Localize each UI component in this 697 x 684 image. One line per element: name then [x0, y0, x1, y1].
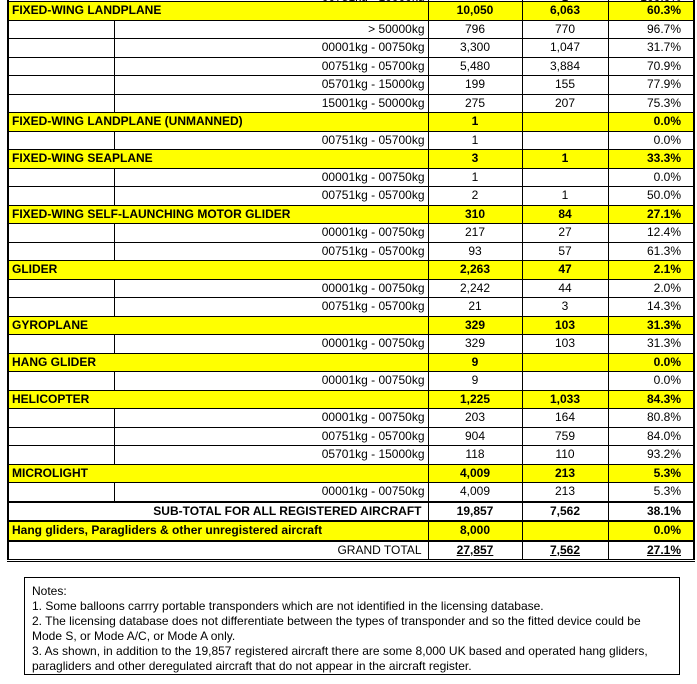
total-count-cell: 275 — [428, 94, 522, 113]
table-row — [8, 335, 694, 354]
category-label: HELICOPTER — [8, 390, 428, 409]
category-label: HANG GLIDER — [8, 353, 428, 372]
transponder-count-cell: 103 — [522, 335, 608, 354]
percentage-cell: 5.3% — [608, 464, 694, 483]
percentage-cell: 5.3% — [608, 483, 694, 502]
transponder-count-cell — [522, 521, 608, 541]
grand-total-label: GRAND TOTAL — [8, 541, 428, 561]
weight-class-label: 00001kg - 00750kg — [114, 335, 428, 354]
category-label: GLIDER — [8, 261, 428, 280]
transponder-count-cell: 1,033 — [522, 390, 608, 409]
category-label: FIXED-WING SELF-LAUNCHING MOTOR GLIDER — [8, 205, 428, 224]
transponder-count-cell: 164 — [522, 409, 608, 428]
indent-cell — [8, 57, 114, 76]
category-label: FIXED-WING LANDPLANE (UNMANNED) — [8, 113, 428, 132]
table-row — [8, 57, 694, 76]
total-count-cell: 199 — [428, 76, 522, 95]
weight-class-label: 00751kg - 05700kg — [114, 298, 428, 317]
percentage-cell: 2.0% — [608, 279, 694, 298]
note-line-1: 1. Some balloons carrry portable transponders which are not identified in the licensing database. — [32, 599, 544, 613]
category-label: MICROLIGHT — [8, 464, 428, 483]
category-group-row — [8, 261, 694, 280]
unregistered-row — [8, 521, 694, 541]
total-count-cell: 3 — [428, 150, 522, 169]
total-count-cell: 4,009 — [428, 483, 522, 502]
transponder-count-cell: 110 — [522, 446, 608, 465]
total-count-cell: 1 — [428, 113, 522, 132]
indent-cell — [8, 187, 114, 206]
total-count-cell: 329 — [428, 316, 522, 335]
table-row — [8, 409, 694, 428]
category-group-row — [8, 316, 694, 335]
transponder-count-cell: 770 — [522, 20, 608, 39]
weight-class-label: 00001kg - 00750kg — [114, 409, 428, 428]
table-row — [8, 131, 694, 150]
weight-class-label: 00001kg - 00750kg — [114, 483, 428, 502]
percentage-cell: 70.9% — [608, 57, 694, 76]
percentage-cell: 84.3% — [608, 390, 694, 409]
weight-class-label: 00001kg - 00750kg — [114, 168, 428, 187]
total-count-cell: 203 — [428, 409, 522, 428]
transponder-count-cell: 213 — [522, 483, 608, 502]
total-count-cell: 1 — [428, 131, 522, 150]
table-row — [8, 372, 694, 391]
total-count-cell: 8,000 — [428, 521, 522, 541]
transponder-count-cell: 6,063 — [522, 2, 608, 21]
transponder-count-cell: 103 — [522, 316, 608, 335]
total-count-cell: 21 — [428, 298, 522, 317]
grand-total-value: 7,562 — [549, 542, 581, 557]
table-row — [8, 427, 694, 446]
percentage-cell: 77.9% — [608, 76, 694, 95]
total-count-cell: 4,009 — [428, 464, 522, 483]
table-row — [8, 94, 694, 113]
percentage-cell: 61.3% — [608, 242, 694, 261]
weight-class-label: 00751kg - 05700kg — [114, 242, 428, 261]
percentage-cell — [608, 541, 694, 561]
table-row — [8, 483, 694, 502]
weight-class-label: 00751kg - 05700kg — [114, 187, 428, 206]
grand-total-value: 27.1% — [646, 542, 681, 557]
percentage-cell: 75.3% — [608, 94, 694, 113]
percentage-cell: 31.7% — [608, 39, 694, 58]
weight-class-label: > 50000kg — [114, 20, 428, 39]
category-group-row — [8, 113, 694, 132]
total-count-cell: 2 — [428, 187, 522, 206]
total-count-cell: 1 — [428, 168, 522, 187]
transponder-count-cell: 57 — [522, 242, 608, 261]
transponder-count-cell: 213 — [522, 464, 608, 483]
total-count-cell: 93 — [428, 242, 522, 261]
percentage-cell: 31.3% — [608, 316, 694, 335]
transponder-count-cell: 1,047 — [522, 39, 608, 58]
indent-cell — [8, 279, 114, 298]
weight-class-label: 15001kg - 50000kg — [114, 94, 428, 113]
transponder-count-cell — [522, 113, 608, 132]
transponder-count-cell: 3,884 — [522, 57, 608, 76]
transponder-count-cell: 207 — [522, 94, 608, 113]
total-count-cell: 2,263 — [428, 261, 522, 280]
percentage-cell: 93.2% — [608, 446, 694, 465]
percentage-cell: 12.4% — [608, 224, 694, 243]
indent-cell — [8, 76, 114, 95]
total-count-cell: 1,225 — [428, 390, 522, 409]
unregistered-label: Hang gliders, Paragliders & other unregistered aircraft — [8, 521, 428, 541]
note-line-3: 3. As shown, in addition to the 19,857 registered aircraft there are some 8,000 UK based and operated hang gliders, paragliders and other deregulated aircraft that do not appear in the aircraft register. — [32, 644, 648, 673]
transponder-count-cell: 3 — [522, 298, 608, 317]
percentage-cell: 84.0% — [608, 427, 694, 446]
weight-class-label: 00001kg - 00750kg — [114, 372, 428, 391]
percentage-cell: 0.0% — [608, 372, 694, 391]
transponder-count-cell: 1 — [522, 150, 608, 169]
category-label: FIXED-WING SEAPLANE — [8, 150, 428, 169]
transponder-count-cell — [522, 131, 608, 150]
category-group-row — [8, 2, 694, 21]
indent-cell — [8, 94, 114, 113]
weight-class-label: 00001kg - 00750kg — [114, 224, 428, 243]
indent-cell — [8, 427, 114, 446]
note-line-2: 2. The licensing database does not differentiate between the types of transponder and so the fitted device could be Mode S, or Mode A/C, or Mode A only. — [32, 614, 641, 643]
table-row — [8, 187, 694, 206]
percentage-cell: 0.0% — [608, 168, 694, 187]
aircraft-transponder-table — [7, 0, 695, 562]
total-count-cell: 310 — [428, 205, 522, 224]
indent-cell — [8, 131, 114, 150]
total-count-cell: 329 — [428, 335, 522, 354]
weight-class-label: 00751kg - 05700kg — [114, 57, 428, 76]
category-label: GYROPLANE — [8, 316, 428, 335]
percentage-cell: 38.1% — [608, 502, 694, 522]
total-count-cell: 3,300 — [428, 39, 522, 58]
percentage-cell: 60.3% — [608, 2, 694, 21]
table-row — [8, 242, 694, 261]
category-group-row — [8, 464, 694, 483]
total-count-cell: 19,857 — [428, 502, 522, 522]
indent-cell — [8, 39, 114, 58]
percentage-cell: 14.3% — [608, 298, 694, 317]
weight-class-label: 00751kg - 05700kg — [114, 131, 428, 150]
table-row — [8, 298, 694, 317]
table-row — [8, 20, 694, 39]
category-group-row — [8, 205, 694, 224]
total-count-cell: 5,480 — [428, 57, 522, 76]
percentage-cell: 0.0% — [608, 353, 694, 372]
indent-cell — [8, 335, 114, 354]
table-row — [8, 446, 694, 465]
transponder-count-cell: 27 — [522, 224, 608, 243]
transponder-count-cell: 44 — [522, 279, 608, 298]
table-row — [8, 39, 694, 58]
total-count-cell: 118 — [428, 446, 522, 465]
indent-cell — [8, 409, 114, 428]
percentage-cell: 0.0% — [608, 113, 694, 132]
weight-class-label: 05701kg - 15000kg — [114, 446, 428, 465]
table-row — [8, 76, 694, 95]
subtotal-label: SUB-TOTAL FOR ALL REGISTERED AIRCRAFT — [8, 502, 428, 522]
indent-cell — [8, 298, 114, 317]
percentage-cell: 33.3% — [608, 150, 694, 169]
notes-heading: Notes: — [32, 584, 67, 598]
transponder-count-cell: 47 — [522, 261, 608, 280]
indent-cell — [8, 20, 114, 39]
grand-total-row — [8, 541, 694, 561]
percentage-cell: 80.8% — [608, 409, 694, 428]
indent-cell — [8, 372, 114, 391]
table-row — [8, 224, 694, 243]
transponder-count-cell: 84 — [522, 205, 608, 224]
total-count-cell: 9 — [428, 372, 522, 391]
percentage-cell: 50.0% — [608, 187, 694, 206]
transponder-count-cell — [522, 168, 608, 187]
total-count-cell — [428, 541, 522, 561]
transponder-count-cell: 155 — [522, 76, 608, 95]
indent-cell — [8, 446, 114, 465]
indent-cell — [8, 224, 114, 243]
percentage-cell: 31.3% — [608, 335, 694, 354]
transponder-count-cell — [522, 353, 608, 372]
indent-cell — [8, 483, 114, 502]
category-group-row — [8, 150, 694, 169]
category-group-row — [8, 390, 694, 409]
indent-cell — [8, 242, 114, 261]
total-count-cell: 9 — [428, 353, 522, 372]
percentage-cell: 0.0% — [608, 521, 694, 541]
total-count-cell: 904 — [428, 427, 522, 446]
table-body — [8, 0, 694, 561]
table-row — [8, 279, 694, 298]
transponder-count-cell: 759 — [522, 427, 608, 446]
percentage-cell: 2.1% — [608, 261, 694, 280]
transponder-count-cell — [522, 372, 608, 391]
transponder-count-cell — [522, 541, 608, 561]
category-label: FIXED-WING LANDPLANE — [8, 2, 428, 21]
notes-box — [24, 577, 680, 675]
percentage-cell: 96.7% — [608, 20, 694, 39]
subtotal-row — [8, 502, 694, 522]
weight-class-label: 00001kg - 00750kg — [114, 39, 428, 58]
weight-class-label: 05701kg - 15000kg — [114, 76, 428, 95]
transponder-count-cell: 7,562 — [522, 502, 608, 522]
indent-cell — [8, 168, 114, 187]
percentage-cell: 0.0% — [608, 131, 694, 150]
total-count-cell: 2,242 — [428, 279, 522, 298]
percentage-cell: 27.1% — [608, 205, 694, 224]
weight-class-label: 00751kg - 05700kg — [114, 427, 428, 446]
weight-class-label: 00001kg - 00750kg — [114, 279, 428, 298]
table-row — [8, 168, 694, 187]
total-count-cell: 217 — [428, 224, 522, 243]
grand-total-value: 27,857 — [456, 542, 494, 557]
aircraft-transponder-table-container — [7, 0, 693, 562]
transponder-count-cell: 1 — [522, 187, 608, 206]
total-count-cell: 796 — [428, 20, 522, 39]
category-group-row — [8, 353, 694, 372]
total-count-cell: 10,050 — [428, 2, 522, 21]
